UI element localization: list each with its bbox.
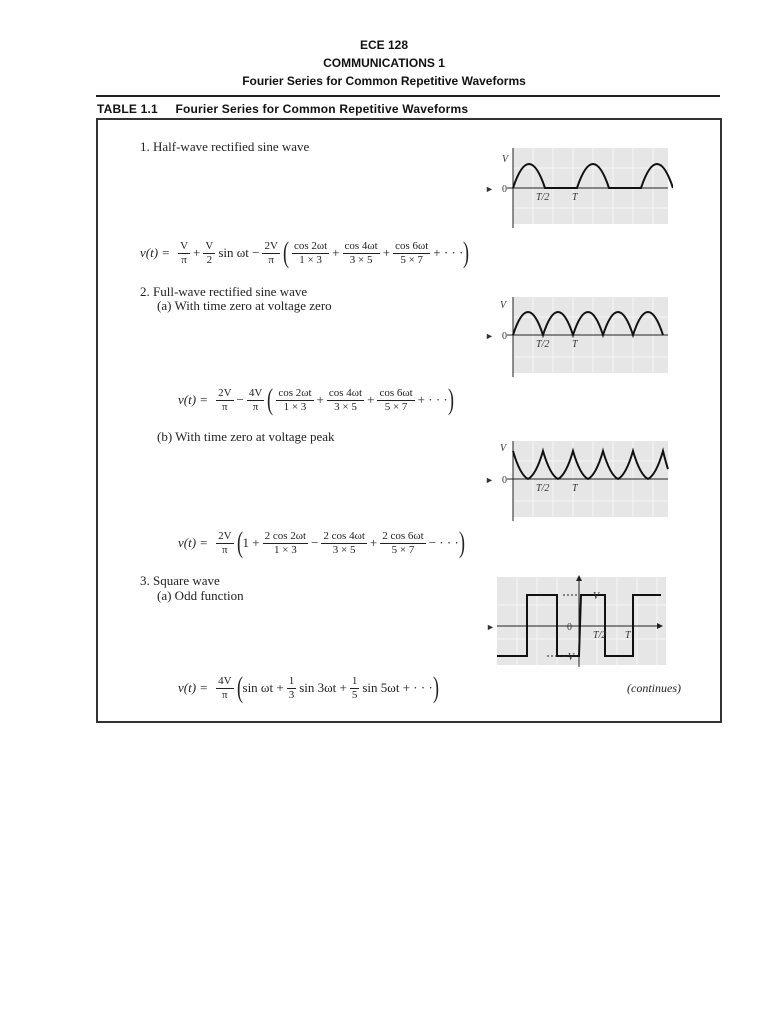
course-title: COMMUNICATIONS 1: [323, 56, 445, 70]
item-half-wave: 1. Half-wave rectified sine wave: [140, 139, 310, 154]
svg-text:T/2: T/2: [593, 630, 607, 641]
item-square-wave-a: (a) Odd function: [157, 588, 244, 603]
svg-text:−V: −V: [561, 652, 574, 663]
half-wave-graph: [483, 140, 673, 230]
svg-text:T: T: [572, 339, 578, 350]
item-full-wave: 2. Full-wave rectified sine wave: [140, 284, 308, 299]
svg-text:►: ►: [485, 475, 494, 485]
full-wave-zero-graph: [483, 291, 673, 379]
item-full-wave-b: (b) With time zero at voltage peak: [157, 429, 335, 444]
svg-text:V: V: [500, 443, 507, 454]
equation-full-wave-peak: v(t) = $\frac{2V}{\pi}$ ( 1 + $\frac{2 \cos 2\omega t}{1 \times 3}$ − $\frac{2 \cos 4\omega t}{3 \times 5}$ + $\frac{2 \cos 6\omega t}{5 \times 7}$ − · · · ): [178, 526, 465, 559]
graph-label-t-half: T/2: [536, 192, 550, 203]
svg-text:T/2: T/2: [536, 339, 550, 350]
table-number: TABLE 1.1: [97, 102, 158, 116]
equation-full-wave-zero: v(t) = $\frac{2V}{\pi}$ − $\frac{4V}{\pi}$ ( $\frac{\cos 2\omega t}{1 \times 3}$ + $\frac{\cos 4\omega t}{3 \times 5}$ + $\frac{\cos 6\omega t}{5 \times 7}$ + · · · ): [178, 383, 454, 416]
equation-square-wave: v(t) = $\frac{4V}{\pi}$ ( sin ωt + $\frac{1}{3}$ sin 3ωt + $\frac{1}{5}$ sin 5ωt + · · · ): [178, 671, 439, 704]
svg-text:T: T: [625, 630, 631, 641]
svg-text:►: ►: [485, 331, 494, 341]
square-wave-graph: [483, 575, 673, 670]
svg-text:0: 0: [502, 331, 507, 342]
continues-note: (continues): [627, 681, 681, 695]
graph-label-v: V: [502, 154, 509, 165]
full-wave-peak-graph: [483, 433, 673, 523]
graph-background: [513, 148, 668, 224]
document-title: Fourier Series for Common Repetitive Waveforms: [242, 74, 526, 88]
svg-text:►: ►: [486, 622, 495, 632]
table-heading: [97, 102, 468, 116]
graph-label-zero: 0: [502, 184, 507, 195]
svg-text:T/2: T/2: [536, 483, 550, 494]
table-top-rule: [96, 95, 720, 97]
graph-label-t: T: [572, 192, 578, 203]
equation-half-wave: v(t) = $\frac{V}{\pi}$ + $\frac{V}{2}$ sin ωt − $\frac{2V}{\pi}$ ( $\frac{\cos 2\omega t}{1 \times 3}$ + $\frac{\cos 4\omega t}{3 \times 5}$ + $\frac{\cos 6\omega t}{5 \times 7}$ + · · · ): [140, 236, 470, 269]
svg-text:0: 0: [502, 475, 507, 486]
table-title: Fourier Series for Common Repetitive Waveforms: [175, 102, 469, 116]
svg-text:V: V: [593, 591, 600, 602]
svg-text:►: ►: [485, 184, 494, 194]
svg-text:T: T: [572, 483, 578, 494]
svg-text:V: V: [500, 300, 507, 311]
item-square-wave: 3. Square wave: [140, 573, 220, 588]
svg-text:0: 0: [567, 622, 572, 633]
item-full-wave-a: (a) With time zero at voltage zero: [157, 298, 332, 313]
course-code: ECE 128: [359, 38, 409, 52]
